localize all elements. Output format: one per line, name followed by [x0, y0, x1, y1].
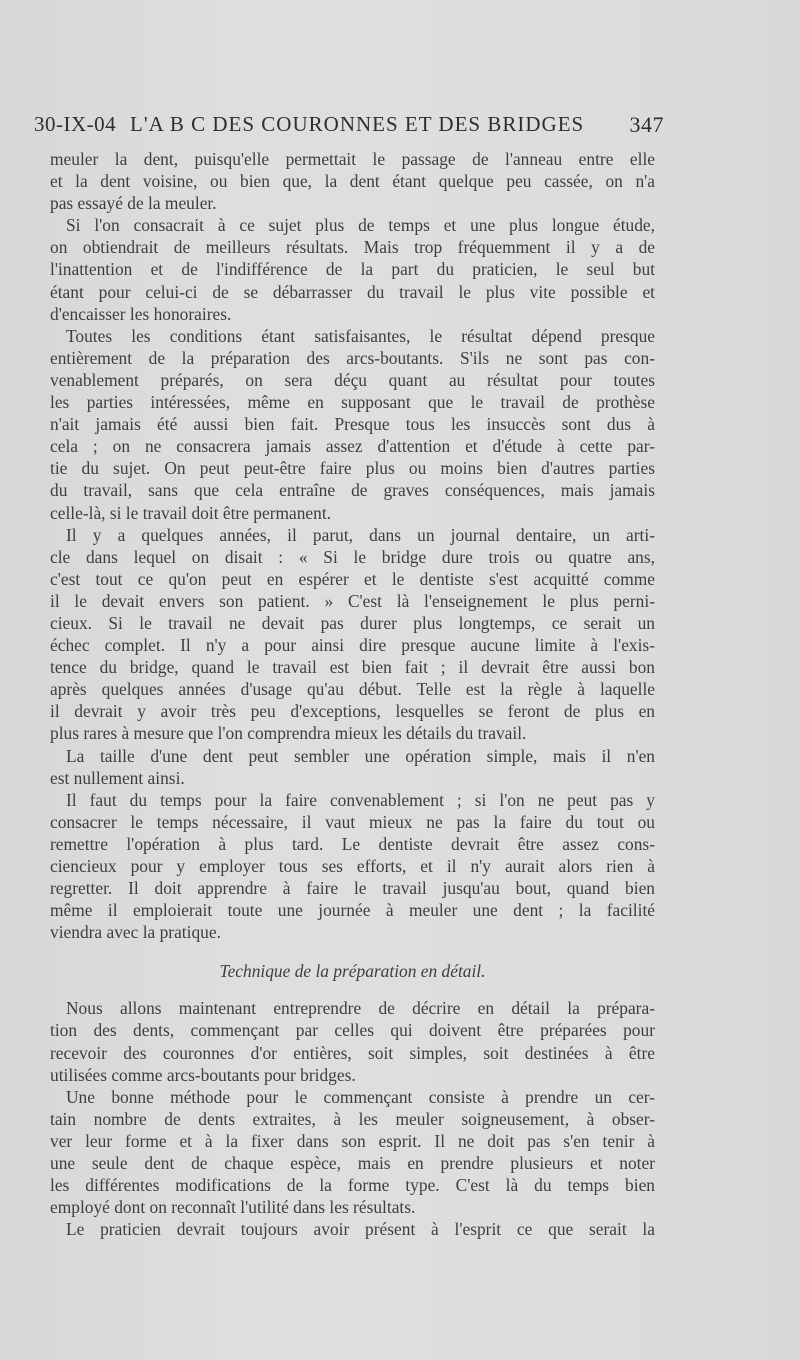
text-line: consacrer le temps nécessaire, il vaut mieux ne pas la faire du tout ou — [50, 811, 655, 832]
text-line: étant pour celui-ci de se débarrasser du travail le plus vite possible et — [50, 281, 655, 302]
text-line: est nullement ainsi. — [50, 767, 185, 788]
text-line: Si l'on consacrait à ce sujet plus de temps et une plus longue étude, — [66, 215, 655, 236]
text-line: La taille d'une dent peut sembler une opération simple, mais il n'en — [66, 745, 655, 766]
text-line: du travail, sans que cela entraîne de graves conséquences, mais jamais — [50, 480, 655, 501]
page-number: 347 — [629, 112, 664, 137]
text-line: tion des dents, commençant par celles qui doivent être préparées pour — [50, 1020, 655, 1041]
running-header — [34, 112, 664, 144]
text-line: plus rares à mesure que l'on comprendra mieux les détails du travail. — [50, 723, 527, 744]
text-line: les parties intéressées, même en supposant que le travail de prothèse — [50, 392, 655, 413]
header-title: L'A B C DES COURONNES ET DES BRIDGES — [130, 112, 585, 136]
header-date: 30-IX-04 — [34, 112, 117, 136]
section-title: Technique de la préparation en détail. — [219, 961, 486, 982]
text-line: d'encaisser les honoraires. — [50, 303, 232, 324]
body-text — [50, 148, 655, 1240]
text-line: c'est tout ce qu'on peut en espérer et le dentiste s'est acquitté comme — [50, 568, 655, 589]
text-line: n'ait jamais été aussi bien fait. Presque tous les insuccès sont dus à — [50, 414, 655, 435]
text-line: ver leur forme et à la fixer dans son esprit. Il ne doit pas s'en tenir à — [50, 1130, 655, 1151]
text-line: Il y a quelques années, il parut, dans un journal dentaire, un arti- — [66, 524, 655, 545]
text-line: cle dans lequel on disait : « Si le bridge dure trois ou quatre ans, — [50, 546, 655, 567]
text-line: Une bonne méthode pour le commençant consiste à prendre un cer- — [66, 1086, 655, 1107]
text-line: tain nombre de dents extraites, à les meuler soigneusement, à obser- — [50, 1108, 655, 1129]
text-line: meuler la dent, puisqu'elle permettait le passage de l'anneau entre elle — [50, 149, 655, 169]
text-line: venablement préparés, on sera déçu quant au résultat pour toutes — [50, 369, 655, 390]
text-line: pas essayé de la meuler. — [50, 193, 217, 214]
text-line: regretter. Il doit apprendre à faire le travail jusqu'au bout, quand bien — [50, 878, 655, 899]
text-line: tie du sujet. On peut peut-être faire plus ou moins bien d'autres parties — [50, 458, 655, 479]
text-line: échec complet. Il n'y a pour ainsi dire presque aucune limite à l'exis- — [50, 635, 655, 656]
text-line: employé dont on reconnaît l'utilité dans les résultats. — [50, 1197, 416, 1218]
text-line: on obtiendrait de meilleurs résultats. Mais trop fréquemment il y a de — [50, 237, 655, 258]
text-line: Nous allons maintenant entreprendre de décrire en détail la prépara- — [66, 998, 655, 1019]
text-line: cieux. Si le travail ne devait pas durer plus longtemps, ce serait un — [50, 612, 655, 633]
text-line: il devrait y avoir très peu d'exceptions, lesquelles se feront de plus en — [50, 701, 655, 722]
text-line: entièrement de la préparation des arcs-boutants. S'ils ne sont pas con- — [50, 347, 655, 368]
text-line: Le praticien devrait toujours avoir présent à l'esprit ce que serait la — [66, 1219, 655, 1240]
text-line: tence du bridge, quand le travail est bien fait ; il devrait être aussi bon — [50, 657, 655, 678]
text-line: et la dent voisine, ou bien que, la dent étant quelque peu cassée, on n'a — [50, 171, 655, 192]
text-line: celle-là, si le travail doit être permanent. — [50, 502, 332, 523]
text-line: après quelques années d'usage qu'au début. Telle est la règle à laquelle — [50, 679, 655, 700]
text-line: remettre l'opération à plus tard. Le dentiste devrait être assez cons- — [50, 833, 655, 854]
text-line: Il faut du temps pour la faire convenablement ; si l'on ne peut pas y — [66, 789, 655, 810]
text-line: cela ; on ne consacrera jamais assez d'attention et d'étude à cette par- — [50, 436, 655, 457]
text-line: l'inattention et de l'indifférence de la part du praticien, le seul but — [50, 259, 655, 280]
text-line: une seule dent de chaque espèce, mais en prendre plusieurs et noter — [50, 1153, 655, 1174]
text-line: Toutes les conditions étant satisfaisantes, le résultat dépend presque — [66, 325, 655, 346]
text-line: ciencieux pour y employer tous ses efforts, et il n'y aurait alors rien à — [50, 856, 655, 876]
text-line: utilisées comme arcs-boutants pour bridges. — [50, 1064, 356, 1085]
text-line: recevoir des couronnes d'or entières, soit simples, soit destinées à être — [50, 1042, 655, 1063]
text-line: viendra avec la pratique. — [50, 922, 221, 943]
text-line: il le devait envers son patient. » C'est là l'enseignement le plus perni- — [50, 590, 655, 611]
text-line: même il emploierait toute une journée à meuler une dent ; la facilité — [50, 900, 655, 921]
text-line: les différentes modifications de la forme type. C'est là du temps bien — [50, 1175, 655, 1196]
